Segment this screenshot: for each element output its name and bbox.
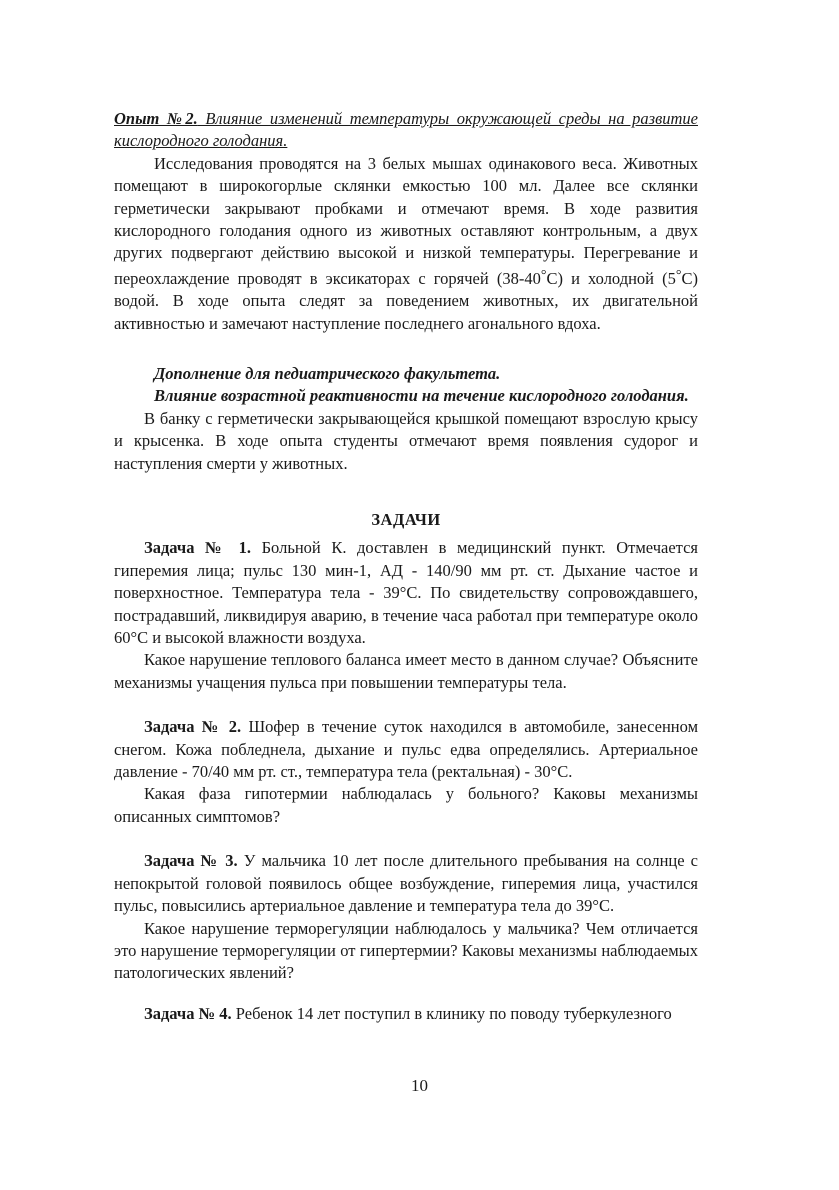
- task-label: Задача № 3.: [144, 851, 238, 871]
- task-text: Шофер в течение суток находился в автомобиле, занесенном снегом. Кожа побледнела, дыхание и пульс едва определялись. Артериальное давление - 70/40 мм рт. ст., температура тела (ректальная) - 30°С.: [114, 717, 699, 782]
- experiment-body-part-1: Исследования проводятся на 3 белых мышах одинакового веса. Животных помещают в широкогорлые склянки емкостью 100 мл. Далее все склянки герметически закрывают пробками и отмечают время. В ходе развития кислородного голодания одного из животных оставляют контрольным, а двух других подвергают действию высокой и низкой температуры. Перегревание и переохлаждение проводят в эксикаторах с горячей (38-40: [114, 153, 698, 288]
- task-text: Ребенок 14 лет поступил в клинику по поводу туберкулезного: [231, 1003, 672, 1023]
- task-1: [114, 537, 698, 694]
- tasks-heading: ЗАДАЧИ: [371, 510, 441, 529]
- task-text: Больной К. доставлен в медицинский пункт. Отмечается гиперемия лица; пульс 130 мин-1, АД - 140/90 мм рт. ст. Дыхание частое и поверхностное. Температура тела - 39°С. По свидетельству сопровождавшего, пострадавший, ликвидируя аварию, в течение часа работал при температуре около 60°С и высокой влажности воздуха.: [114, 538, 698, 648]
- experiment-body-part-2: С) и холодной (5: [546, 268, 676, 288]
- degree-sign: °: [675, 267, 682, 283]
- task-question: Какая фаза гипотермии наблюдалась у больного? Каковы механизмы описанных симптомов?: [114, 784, 698, 826]
- experiment-title: Влияние изменений температуры окружающей среды на развитие кислородного голодания.: [114, 109, 698, 151]
- degree-sign: °: [540, 267, 547, 283]
- task-label: Задача № 4.: [144, 1003, 232, 1023]
- experiment-body: [114, 153, 698, 335]
- addition-title: Дополнение для педиатрического факультета.: [154, 363, 501, 383]
- page-content: [114, 108, 698, 1025]
- page-number: 10: [411, 1076, 428, 1095]
- task-3: [114, 850, 698, 984]
- task-2: [114, 716, 698, 828]
- experiment-heading: [114, 108, 698, 153]
- task-question: Какое нарушение теплового баланса имеет место в данном случае? Объясните механизмы учащения пульса при повышении температуры тела.: [114, 650, 698, 692]
- experiment-body-part-3: С) водой. В ходе опыта следят за поведением животных, их двигательной активностью и замечают наступление последнего агонального вдоха.: [114, 268, 698, 333]
- task-label: Задача № 1.: [144, 538, 251, 558]
- addition-body: В банку с герметически закрывающейся крышкой помещают взрослую крысу и крысенка. В ходе опыта студенты отмечают время появления судорог и наступления смерти у животных.: [114, 408, 698, 473]
- experiment-label: Опыт №2.: [114, 109, 198, 128]
- addition-subtitle: Влияние возрастной реактивности на течение кислородного голодания.: [154, 386, 689, 406]
- task-label: Задача № 2.: [144, 717, 242, 737]
- task-4: [114, 1003, 698, 1025]
- task-text: У мальчика 10 лет после длительного пребывания на солнце с непокрытой головой появилось общее возбуждение, гиперемия лица, участился пульс, повысились артериальное давление и температура тела до 39°С.: [114, 851, 698, 916]
- task-question: Какое нарушение терморегуляции наблюдалось у мальчика? Чем отличается это нарушение терморегуляции от гипертермии? Каковы механизмы наблюдаемых патологических явлений?: [114, 918, 698, 983]
